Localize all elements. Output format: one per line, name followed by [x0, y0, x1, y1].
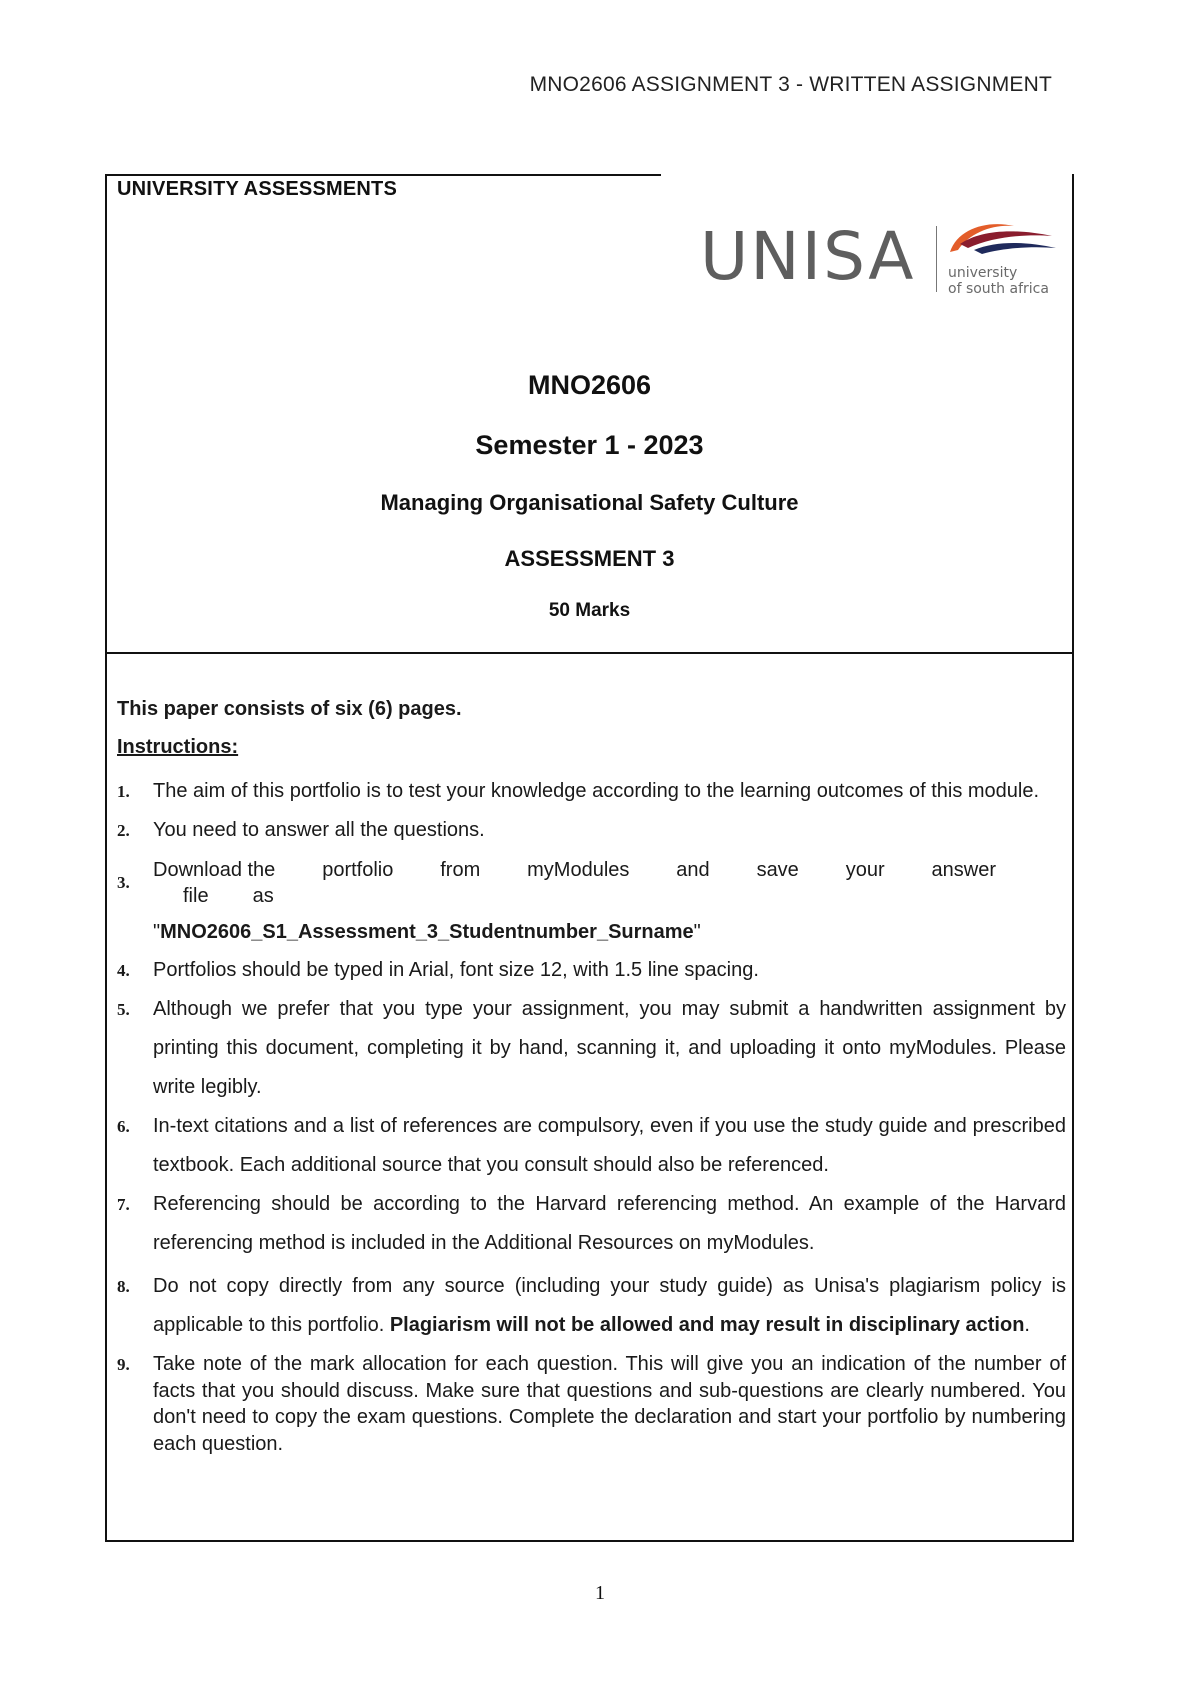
filename-pattern: MNO2606_S1_Assessment_3_Studentnumber_Surname [160, 921, 694, 943]
instruction-text-line [153, 883, 1066, 909]
filename-format: "MNO2606_S1_Assessment_3_Studentnumber_Surname" [153, 921, 701, 943]
instruction-text-line [153, 857, 1066, 883]
instruction-text: Although we prefer that you type your assignment, you may submit a handwritten assignment by printing this document, completing it by hand, scanning it, and uploading it onto myModules. Please write legibly. [153, 998, 1066, 1098]
instruction-word: Download the [153, 859, 276, 881]
instruction-word: save [756, 859, 799, 881]
assessment-number: ASSESSMENT 3 [504, 546, 675, 571]
page-count-statement: This paper consists of six (6) pages. [117, 698, 462, 720]
instruction-number: 5. [117, 1000, 130, 1019]
instruction-number: 8. [117, 1277, 130, 1296]
instruction-word: your [845, 859, 885, 881]
page-number: 1 [595, 1582, 605, 1604]
running-header: MNO2606 ASSIGNMENT 3 - WRITTEN ASSIGNMENT [529, 73, 1052, 96]
course-code: MNO2606 [527, 370, 652, 400]
instructions-section [117, 696, 1066, 1457]
instruction-word: portfolio [322, 859, 394, 881]
instruction-item [117, 857, 1066, 951]
instruction-number: 3. [117, 873, 130, 892]
frame-section-divider [105, 652, 1074, 654]
instruction-text: Referencing should be according to the Harvard referencing method. An example of the Harvard referencing method is included in the Additional Resources on myModules. [153, 1193, 1066, 1254]
instruction-word: from [440, 859, 481, 881]
logo-tagline-south-africa: of south africa [948, 281, 1049, 297]
instruction-number: 2. [117, 821, 130, 840]
instruction-text: You need to answer all the questions. [153, 819, 485, 841]
unisa-logo [700, 220, 1060, 298]
instruction-item [117, 990, 1066, 1107]
frame-bottom-border [105, 1540, 1074, 1542]
instruction-text: Portfolios should be typed in Arial, font size 12, with 1.5 line spacing. [153, 959, 759, 981]
logo-wordmark: UNISA [700, 218, 916, 295]
instruction-number: 6. [117, 1117, 130, 1136]
frame-top-border [105, 174, 661, 176]
instruction-text: The aim of this portfolio is to test your knowledge according to the learning outcomes of this module. [153, 780, 1040, 802]
instruction-item [117, 1107, 1066, 1185]
instruction-word: answer [931, 859, 996, 881]
instruction-word: myModules [527, 859, 630, 881]
logo-separator [936, 226, 937, 292]
instruction-text: Do not copy directly from any source (including your study guide) as Unisa's plagiarism policy is applicable to this portfolio. [153, 1275, 1066, 1336]
instruction-word: file [183, 885, 209, 907]
plagiarism-warning: Plagiarism will not be allowed and may result in disciplinary action [389, 1314, 1025, 1336]
instruction-number: 1. [117, 782, 130, 801]
instruction-text-tail: . [1024, 1314, 1030, 1336]
instruction-word: as [252, 885, 274, 907]
university-assessments-label: UNIVERSITY ASSESSMENTS [117, 178, 398, 200]
course-title: Managing Organisational Safety Culture [380, 490, 799, 515]
logo-tagline-university: university [948, 265, 1018, 281]
frame-right-border [1072, 174, 1074, 1542]
instruction-number: 7. [117, 1195, 130, 1214]
instruction-item [117, 811, 1066, 850]
total-marks: 50 Marks [548, 600, 631, 621]
instruction-item [117, 1351, 1066, 1457]
instruction-number: 4. [117, 961, 130, 980]
unisa-flame-icon [944, 220, 1060, 260]
instruction-item [117, 1267, 1066, 1345]
instruction-item [117, 1185, 1066, 1263]
instruction-text: Take note of the mark allocation for each question. This will give you an indication of the number of facts that you should discuss. Make sure that questions and sub-questions are clearly numbered. You don't need to copy the exam questions. Complete the declaration and start your portfolio by numbering each question. [153, 1353, 1066, 1455]
instruction-text: In-text citations and a list of references are compulsory, even if you use the study guide and prescribed textbook. Each additional source that you consult should also be referenced. [153, 1115, 1066, 1176]
instructions-heading: Instructions: [117, 736, 239, 758]
instruction-word: and [676, 859, 710, 881]
instructions-list [117, 772, 1066, 1457]
instruction-item [117, 772, 1066, 811]
instruction-item [117, 951, 1066, 990]
semester: Semester 1 - 2023 [475, 430, 704, 460]
instruction-number: 9. [117, 1355, 130, 1374]
